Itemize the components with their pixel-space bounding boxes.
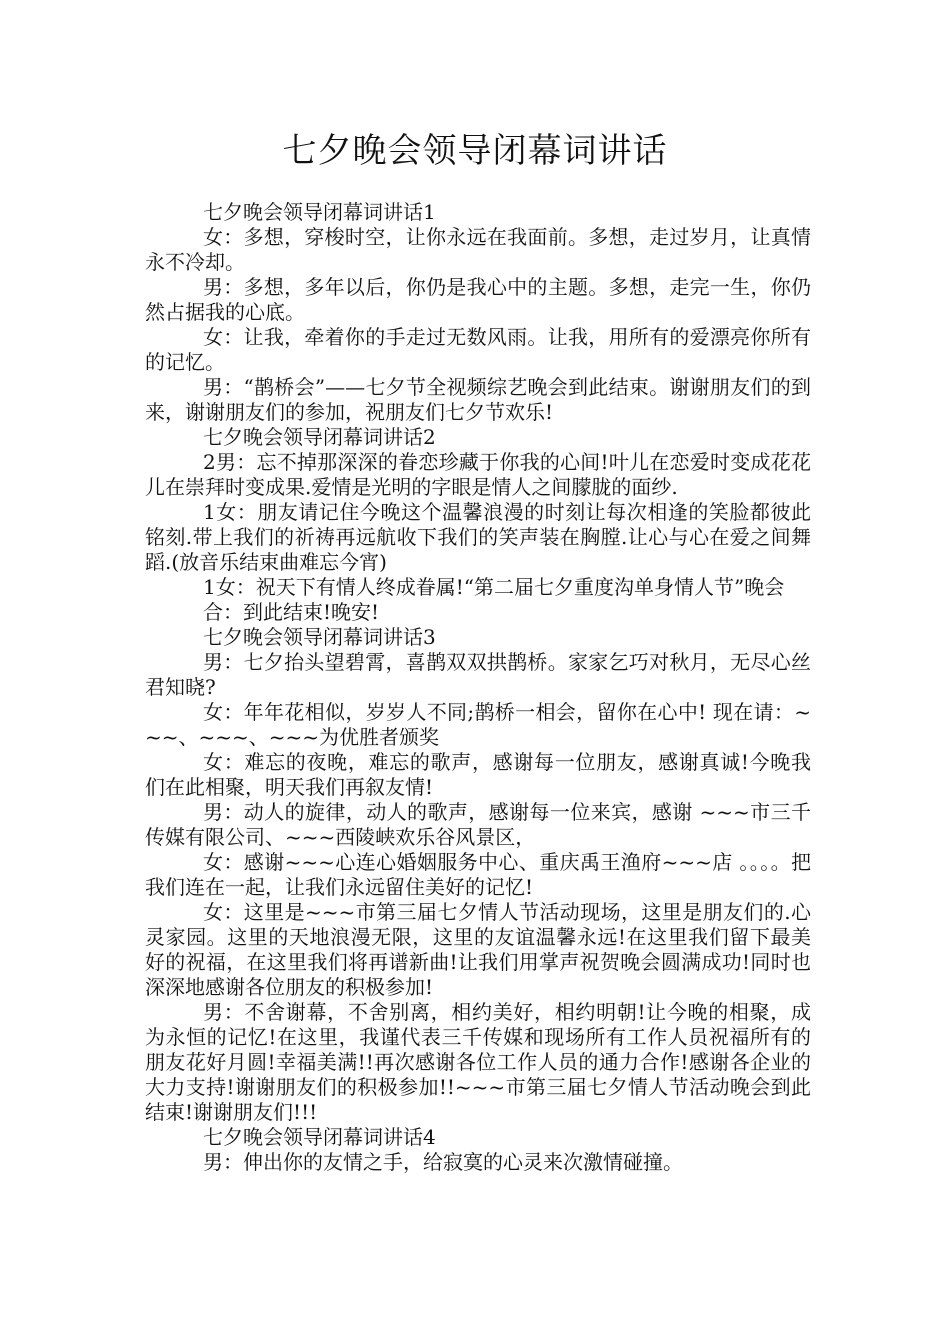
paragraph: 男：伸出你的友情之手，给寂寞的心灵来次激情碰撞。 — [203, 1150, 683, 1174]
paragraph: 男：“鹊桥会”——七夕节全视频综艺晚会到此结束。谢谢朋友们的到来，谢谢朋友们的参加，祝朋友们七夕节欢乐! — [145, 375, 811, 424]
document-title: 七夕晚会领导闭幕词讲话 — [282, 131, 668, 171]
paragraph: 女：让我，牵着你的手走过无数风雨。让我，用所有的爱漂亮你所有的记忆。 — [145, 325, 811, 374]
paragraph: 男：七夕抬头望碧霄，喜鹊双双拱鹊桥。家家乞巧对秋月，无尽心丝君知晓? — [145, 650, 811, 699]
paragraph: 女：感谢~~~心连心婚姻服务中心、重庆禹王渔府~~~店 。。。。把我们连在一起，让我们永远留住美好的记忆! — [145, 850, 811, 899]
paragraph: 女：这里是~~~市第三届七夕情人节活动现场，这里是朋友们的.心灵家园。这里的天地浪漫无限，这里的友谊温馨永远!在这里我们留下最美好的祝福，在这里我们将再谱新曲!让我们用掌声祝贺晚会圆满成功!同时也深深地感谢各位朋友的积极参加! — [145, 900, 811, 999]
paragraph: 女：难忘的夜晚，难忘的歌声，感谢每一位朋友，感谢真诚!今晚我们在此相聚，明天我们再叙友情! — [145, 750, 811, 799]
paragraph: 2男：忘不掉那深深的眷恋珍藏于你我的心间!叶儿在恋爱时变成花花儿在崇拜时变成果.爱情是光明的字眼是情人之间朦胧的面纱. — [145, 450, 811, 499]
document-body — [145, 200, 811, 1175]
paragraph: 1女：朋友请记住今晚这个温馨浪漫的时刻让每次相逢的笑脸都彼此铭刻.带上我们的祈祷再远航收下我们的笑声装在胸膛.让心与心在爱之间舞蹈.(放音乐结束曲难忘今宵) — [145, 500, 811, 574]
section-heading-4: 七夕晚会领导闭幕词讲话4 — [203, 1125, 436, 1149]
paragraph: 女：年年花相似，岁岁人不同;鹊桥一相会，留你在心中! 现在请：~~~、~~~、~~~为优胜者颁奖 — [145, 700, 811, 749]
section-heading-2: 七夕晚会领导闭幕词讲话2 — [203, 425, 436, 449]
paragraph: 男：多想，多年以后，你仍是我心中的主题。多想，走完一生，你仍然占据我的心底。 — [145, 275, 811, 324]
paragraph: 男：动人的旋律，动人的歌声，感谢每一位来宾，感谢 ~~~市三千传媒有限公司、~~~西陵峡欢乐谷风景区， — [145, 800, 811, 849]
section-heading-1: 七夕晚会领导闭幕词讲话1 — [203, 200, 436, 224]
paragraph: 合：到此结束!晚安! — [203, 600, 380, 624]
paragraph: 男：不舍谢幕，不舍别离，相约美好，相约明朝!让今晚的相聚，成为永恒的记忆!在这里，我谨代表三千传媒和现场所有工作人员祝福所有的朋友花好月圆!幸福美满!!再次感谢各位工作人员的通力合作!感谢各企业的大力支持!谢谢朋友们的积极参加!!~~~市第三届七夕情人节活动晚会到此结束!谢谢朋友们!!! — [145, 1000, 811, 1124]
paragraph: 1女：祝天下有情人终成眷属!“第二届七夕重度沟单身情人节”晚会 — [203, 575, 785, 599]
paragraph: 女：多想，穿梭时空，让你永远在我面前。多想，走过岁月，让真情永不冷却。 — [145, 225, 811, 274]
section-heading-3: 七夕晚会领导闭幕词讲话3 — [203, 625, 436, 649]
